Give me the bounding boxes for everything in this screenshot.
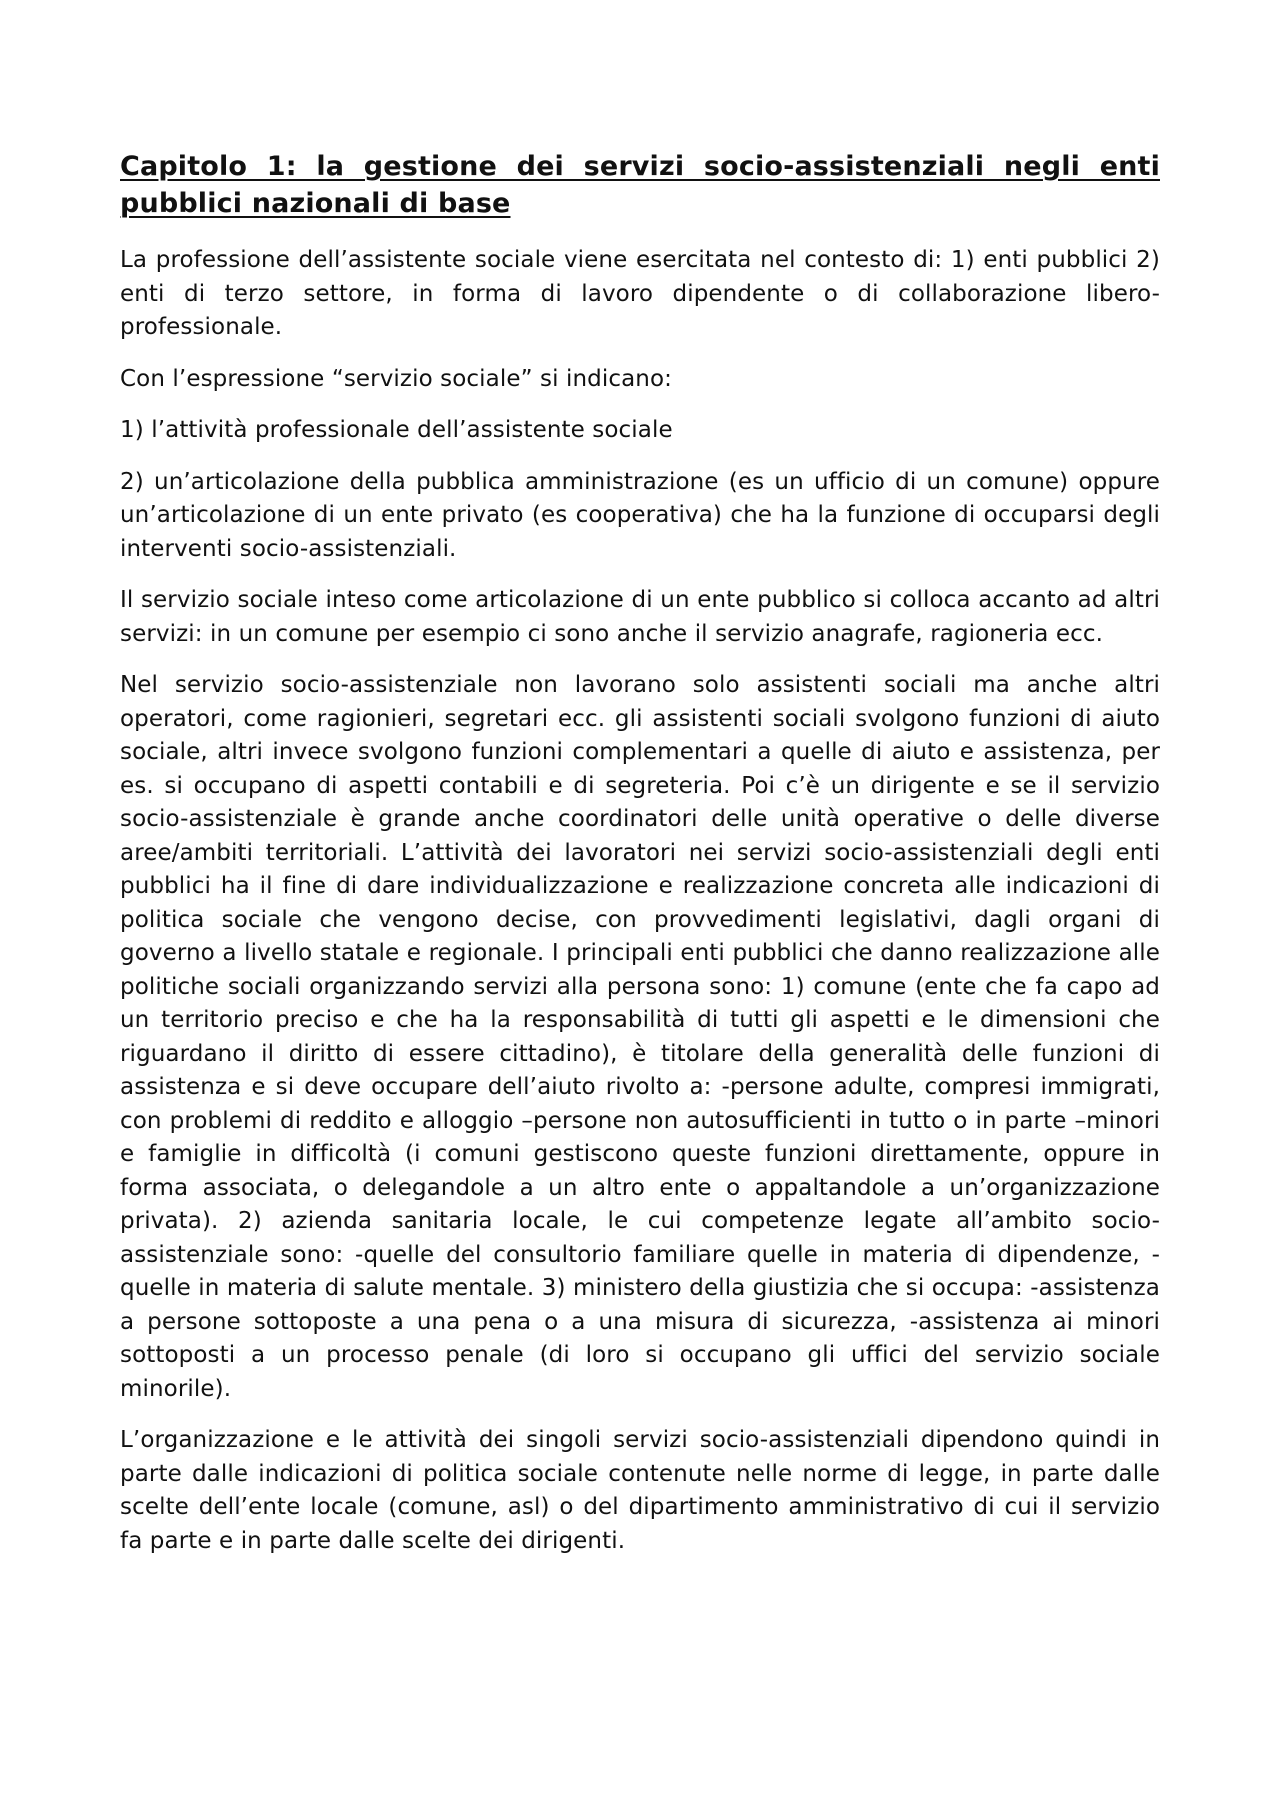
paragraph-espressione: Con l’espressione “servizio sociale” si indicano: xyxy=(120,365,673,392)
paragraph-organizzazione: L’organizzazione e le attività dei singoli servizi socio-assistenziali dipendono quindi in parte dalle indicazioni di politica sociale contenute nelle norme di legge, in parte dalle scelte dell’ente locale (comune, asl) o del dipartimento amministrativo di cui il servizio fa parte e in parte dalle scelte dei dirigenti. xyxy=(120,1427,1160,1554)
paragraph-professione: La professione dell’assistente sociale viene esercitata nel contesto di: 1) enti pubblici 2) enti di terzo settore, in forma di lavoro dipendente o di collaborazione libero-professionale. xyxy=(120,247,1160,340)
paragraph-punto-1: 1) l’attività professionale dell’assistente sociale xyxy=(120,417,673,443)
paragraph-punto-2: 2) un’articolazione della pubblica amministrazione (es un ufficio di un comune) oppure un’articolazione di un ente privato (es cooperativa) che ha la funzione di occuparsi degli interventi socio-assistenziali. xyxy=(120,468,1160,562)
chapter-title: Capitolo 1: la gestione dei servizi socio-assistenziali negli enti pubblici nazionali di base xyxy=(120,151,1160,219)
paragraph-ente-pubblico: Il servizio sociale inteso come articolazione di un ente pubblico si colloca accanto ad altri servizi: in un comune per esempio ci sono anche il servizio anagrafe, ragioneria ecc. xyxy=(120,587,1160,647)
document-page xyxy=(120,148,1160,1576)
paragraph-servizio-socio-assistenziale: Nel servizio socio-assistenziale non lavorano solo assistenti sociali ma anche altri operatori, come ragionieri, segretari ecc. gli assistenti sociali svolgono funzioni di aiuto sociale, altri invece svolgono funzioni complementari a quelle di aiuto e assistenza, per es. si occupano di aspetti contabili e di segreteria. Poi c’è un dirigente e se il servizio socio-assistenziale è grande anche coordinatori delle unità operative o delle diverse aree/ambiti territoriali. L’attività dei lavoratori nei servizi socio-assistenziali degli enti pubblici ha il fine di dare individualizzazione e realizzazione concreta alle indicazioni di politica sociale che vengono decise, con provvedimenti legislativi, dagli organi di governo a livello statale e regionale. I principali enti pubblici che danno realizzazione alle politiche sociali organizzando servizi alla persona sono: 1) comune (ente che fa capo ad un territorio preciso e che ha la responsabilità di tutti gli aspetti e le dimensioni che riguardano il diritto di essere cittadino), è titolare della generalità delle funzioni di assistenza e si deve occupare dell’aiuto rivolto a: -persone adulte, compresi immigrati, con problemi di reddito e alloggio –persone non autosufficienti in tutto o in parte –minori e famiglie in difficoltà (i comuni gestiscono queste funzioni direttamente, oppure in forma associata, o delegandole a un altro ente o appaltandole a un’organizzazione privata). 2) azienda sanitaria locale, le cui competenze legate all’ambito socio-assistenziale sono: -quelle del consultorio familiare quelle in materia di dipendenze, -quelle in materia di salute mentale. 3) ministero della giustizia che si occupa: -assistenza a persone sottoposte a una pena o a una misura di sicurezza, -assistenza ai minori sottoposti a un processo penale (di loro si occupano gli uffici del servizio sociale minorile). xyxy=(120,672,1160,1402)
